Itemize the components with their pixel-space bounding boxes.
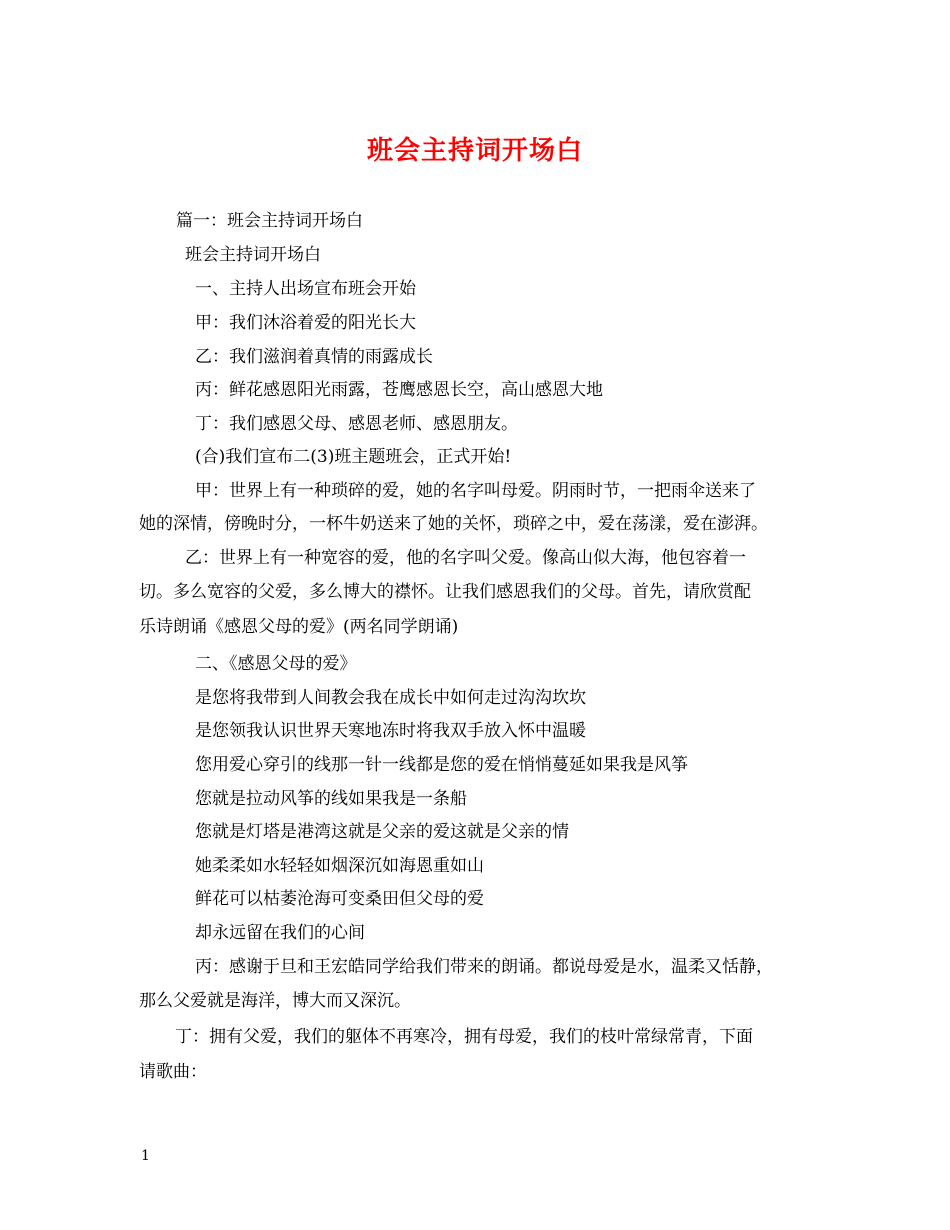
paragraph-line: 她柔柔如水轻轻如烟深沉如海恩重如山 xyxy=(195,856,484,876)
paragraph-line: 是您领我认识世界天寒地冻时将我双手放入怀中温暖 xyxy=(195,721,586,741)
page-number: 1 xyxy=(141,1148,150,1164)
paragraph-line: 丁：我们感恩父母、感恩老师、感恩朋友。 xyxy=(195,414,518,434)
paragraph-line: 她的深情，傍晚时分，一杯牛奶送来了她的关怀，琐碎之中，爱在荡漾，爱在澎湃。 xyxy=(139,514,768,534)
paragraph-line: 甲：我们沐浴着爱的阳光长大 xyxy=(195,313,416,333)
paragraph-line: 您用爱心穿引的线那一针一线都是您的爱在悄悄蔓延如果我是风筝 xyxy=(195,755,688,775)
paragraph-line: 鲜花可以枯萎沧海可变桑田但父母的爱 xyxy=(195,889,484,909)
paragraph-line: 那么父爱就是海洋，博大而又深沉。 xyxy=(139,991,411,1011)
paragraph-line: 甲：世界上有一种琐碎的爱，她的名字叫母爱。阴雨时节，一把雨伞送来了 xyxy=(195,481,756,501)
paragraph-line: 丁：拥有父爱，我们的躯体不再寒冷，拥有母爱，我们的枝叶常绿常青，下面 xyxy=(175,1027,753,1047)
paragraph-line: 切。多么宽容的父爱，多么博大的襟怀。让我们感恩我们的父母。首先，请欣赏配 xyxy=(139,582,751,602)
paragraph-line: (合)我们宣布二(3)班主题班会，正式开始! xyxy=(195,447,512,467)
paragraph-line: 篇一：班会主持词开场白 xyxy=(176,211,363,231)
paragraph-line: 您就是灯塔是港湾这就是父亲的爱这就是父亲的情 xyxy=(195,822,569,842)
paragraph-line: 乙：世界上有一种宽容的爱，他的名字叫父爱。像高山似大海，他包容着一 xyxy=(185,548,746,568)
paragraph-line: 班会主持词开场白 xyxy=(185,245,321,265)
paragraph-line: 乙：我们滋润着真情的雨露成长 xyxy=(195,347,433,367)
paragraph-line: 却永远留在我们的心间 xyxy=(195,923,365,943)
paragraph-line: 乐诗朗诵《感恩父母的爱》(两名同学朗诵) xyxy=(139,617,459,637)
paragraph-line: 丙：感谢于旦和王宏皓同学给我们带来的朗诵。都说母爱是水，温柔又恬静， xyxy=(195,957,773,977)
paragraph-line: 您就是拉动风筝的线如果我是一条船 xyxy=(195,789,467,809)
document-title: 班会主持词开场白 xyxy=(366,136,583,166)
paragraph-line: 一、主持人出场宣布班会开始 xyxy=(195,279,416,299)
paragraph-line: 丙：鲜花感恩阳光雨露，苍鹰感恩长空，高山感恩大地 xyxy=(195,380,603,400)
paragraph-line: 请歌曲： xyxy=(139,1062,207,1082)
paragraph-line: 是您将我带到人间教会我在成长中如何走过沟沟坎坎 xyxy=(195,688,586,708)
paragraph-line: 二、《感恩父母的爱》 xyxy=(195,654,357,674)
